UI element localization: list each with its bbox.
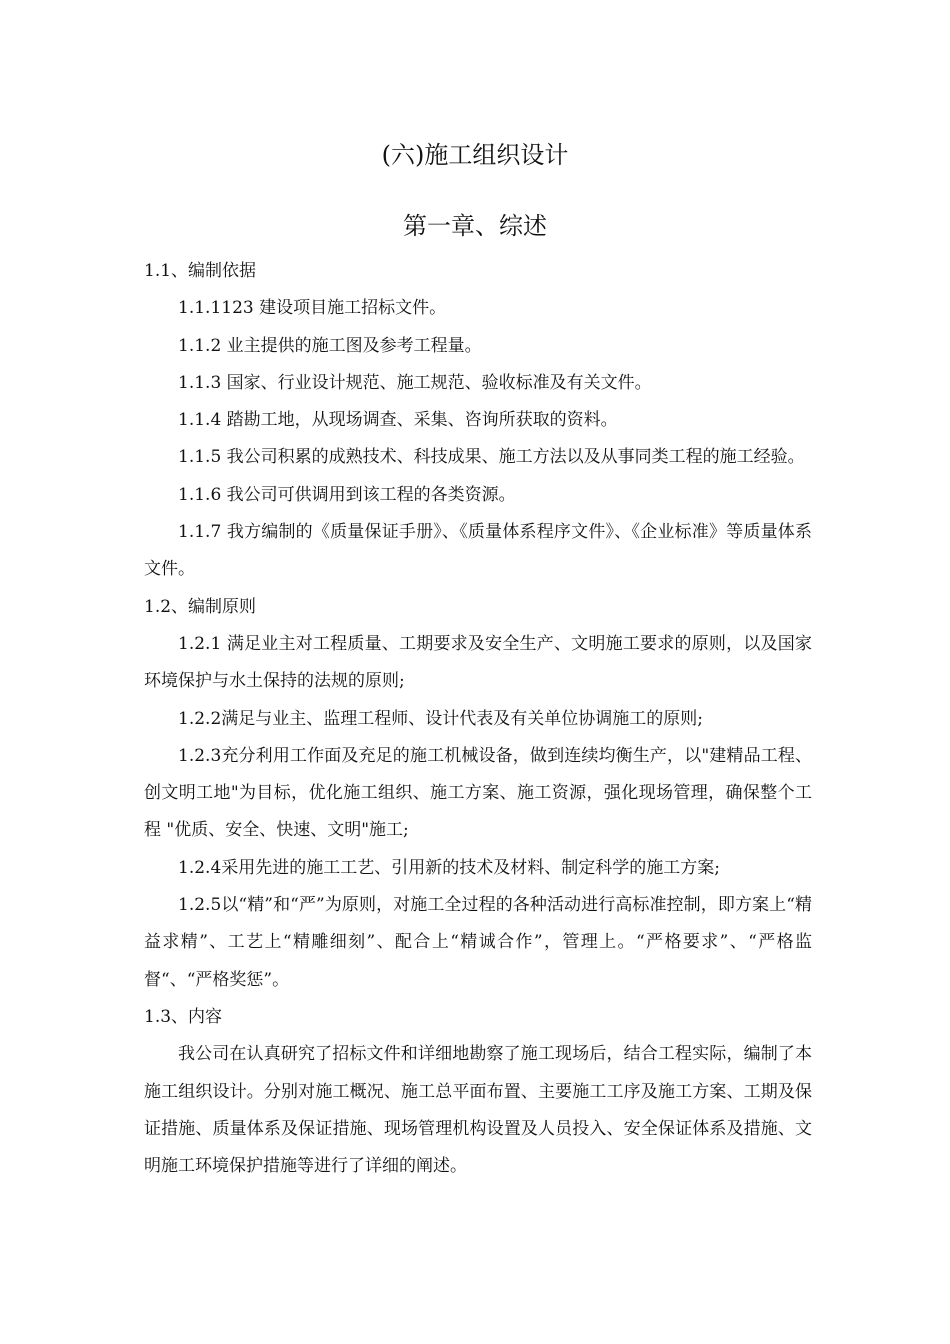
paragraph-1-1-4: 1.1.4 踏勘工地，从现场调查、采集、咨询所获取的资料。 [178, 410, 618, 431]
paragraph-1-1-1: 1.1.1123 建设项目施工招标文件。 [178, 298, 447, 319]
document-body [144, 253, 812, 1185]
paragraph-1-1-2: 1.1.2 业主提供的施工图及参考工程量。 [178, 335, 482, 356]
paragraph-1-1-7: 1.1.7 我方编制的《质量保证手册》、《质量体系程序文件》、《企业标准》等质量体系文件。 [144, 522, 812, 580]
paragraph-1-1-6: 1.1.6 我公司可供调用到该工程的各类资源。 [178, 484, 516, 505]
paragraph-1-3-content: 我公司在认真研究了招标文件和详细地勘察了施工现场后，结合工程实际，编制了本施工组织设计。分别对施工概况、施工总平面布置、主要施工工序及施工方案、工期及保证措施、质量体系及保证措施、现场管理机构设置及人员投入、安全保证体系及措施、文明施工环境保护措施等进行了详细的阐述。 [144, 1044, 812, 1177]
paragraph-1-2-2: 1.2.2满足与业主、监理工程师、设计代表及有关单位协调施工的原则; [178, 708, 703, 729]
paragraph-1-2-5: 1.2.5以“精”和“严”为原则，对施工全过程的各种活动进行高标准控制，即方案上“精益求精”、工艺上“精雕细刻”、配合上“精诚合作”，管理上。“严格要求”、“严格监督“、“严格奖惩”。 [144, 895, 812, 990]
paragraph-1-2-1: 1.2.1 满足业主对工程质量、工期要求及安全生产、文明施工要求的原则，以及国家环境保护与水土保持的法规的原则; [144, 633, 812, 692]
chapter-title: 第一章、综述 [403, 212, 547, 240]
paragraph-1-2-3: 1.2.3充分利用工作面及充足的施工机械设备，做到连续均衡生产，以"建精品工程、创文明工地"为目标，优化施工组织、施工方案、施工资源，强化现场管理，确保整个工程 "优质、安全、快速、文明"施工; [144, 745, 812, 841]
section-heading-1-1: 1.1、编制依据 [144, 261, 257, 281]
paragraph-1-1-5: 1.1.5 我公司积累的成熟技术、科技成果、施工方法以及从事同类工程的施工经验。 [178, 447, 805, 468]
section-heading-1-2: 1.2、编制原则 [144, 596, 257, 617]
section-heading-1-3: 1.3、内容 [144, 1006, 223, 1027]
paragraph-1-1-3: 1.1.3 国家、行业设计规范、施工规范、验收标准及有关文件。 [178, 372, 652, 393]
document-title: (六)施工组织设计 [381, 141, 569, 169]
paragraph-1-2-4: 1.2.4采用先进的施工工艺、引用新的技术及材料、制定科学的施工方案; [178, 857, 720, 878]
